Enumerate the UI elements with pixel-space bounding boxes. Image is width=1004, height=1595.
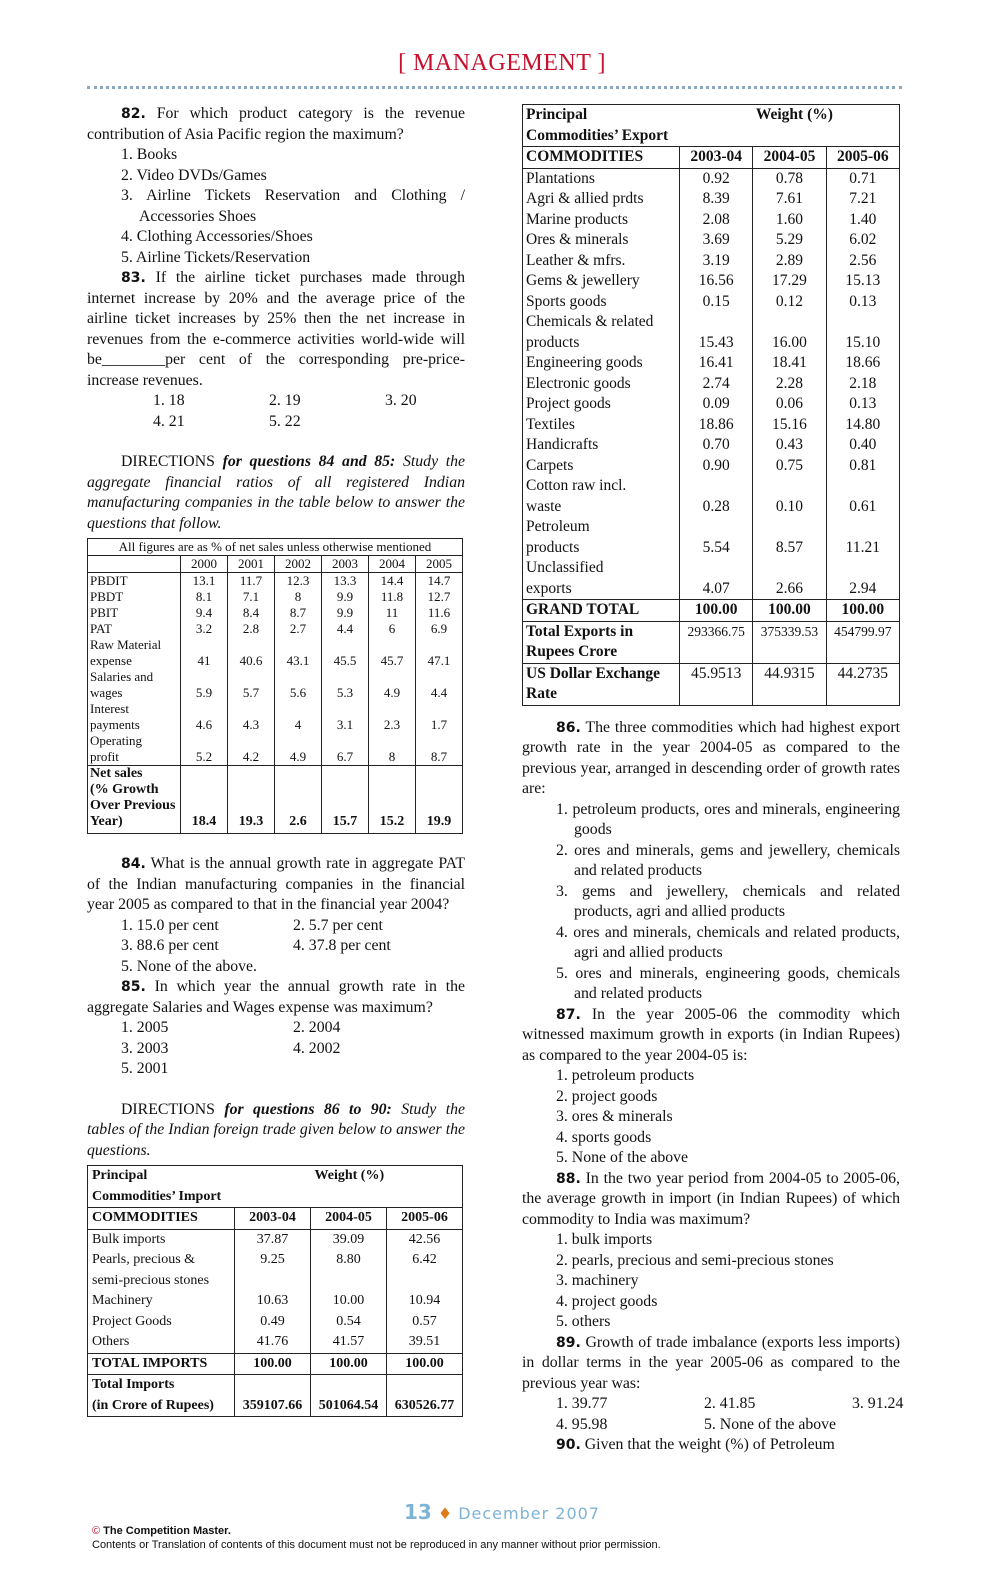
- table-caption: All figures are as % of net sales unless otherwise mentioned: [88, 539, 463, 556]
- table-row: Total Imports: [88, 1375, 463, 1396]
- column-header: 2005-06: [387, 1208, 463, 1230]
- question-number: 88.: [556, 1170, 581, 1187]
- options-grid: [87, 1018, 465, 1080]
- question-86: [522, 718, 900, 800]
- table-caption: Weight (%): [755, 106, 833, 123]
- directions-86-90: [87, 1100, 465, 1162]
- question-82: [87, 104, 465, 145]
- column-header: 2001: [228, 556, 275, 573]
- table-row: Agri & allied prdts 8.39 7.61 7.21: [523, 189, 900, 210]
- table-row: Bulk imports 37.87 39.09 42.56: [88, 1229, 463, 1250]
- question-text: For which product category is the revenue contribution of Asia Pacific region the maximum?: [87, 105, 465, 143]
- question-87: [522, 1005, 900, 1067]
- option: 2. 41.85: [704, 1395, 756, 1412]
- table-row: Salaries and wages 5.9 5.7 5.6 5.3 4.9 4.4: [88, 669, 463, 701]
- option: 2. 5.7 per cent: [293, 916, 383, 934]
- directions-text: Study the aggregate financial ratios of all registered Indian manufacturing companies in the table below to answer the questions that follow.: [87, 453, 466, 532]
- right-column: [522, 104, 904, 1456]
- directions-label: DIRECTIONS: [121, 1100, 215, 1118]
- table-row: Chemicals & related: [523, 312, 900, 333]
- copyright-notice: [92, 1524, 661, 1552]
- option: 4. 95.98: [556, 1415, 608, 1433]
- publisher-name: The Competition Master.: [103, 1525, 231, 1537]
- table-row: TOTAL IMPORTS 100.00 100.00 100.00: [88, 1353, 463, 1375]
- question-text: If the airline ticket purchases made through internet increase by 20% and the average price of the airline ticket increases by 25% then the net increase in revenues from the e-commerce activities world-wide will be________per cent of the corresponding pre-price-increase revenues.: [87, 269, 465, 389]
- question-84: [87, 854, 465, 916]
- column-header: COMMODITIES: [523, 147, 680, 169]
- header-divider: [87, 86, 902, 89]
- option: 5. None of the above.: [121, 957, 257, 975]
- table-row: Unclassified: [523, 558, 900, 579]
- option: 2. project goods: [556, 1087, 658, 1105]
- question-number: 85.: [121, 979, 146, 995]
- option: 3. gems and jewellery, chemicals and related products, agri and allied products: [556, 882, 900, 920]
- option: 1. 2005: [121, 1019, 169, 1036]
- column-header: 2005: [416, 556, 463, 573]
- table-row: Others 41.76 41.57 39.51: [88, 1332, 463, 1353]
- option: 2. Video DVDs/Games: [121, 166, 267, 184]
- question-number: 82.: [121, 106, 146, 122]
- page-title: [ MANAGEMENT ]: [398, 50, 606, 76]
- table-row: Gems & jewellery 16.56 17.29 15.13: [523, 271, 900, 292]
- question-83: [87, 268, 465, 391]
- column-header: 2003-04: [680, 147, 753, 169]
- column-header: 2005-06: [826, 147, 899, 169]
- table-row: Net sales (% Growth Over Previous Year) 18.4 19.3 2.6 15.7 15.2 19.9: [88, 766, 463, 834]
- option: 3. 88.6 per cent: [121, 937, 219, 954]
- directions-label: DIRECTIONS: [121, 453, 215, 470]
- question-text: In the year 2005-06 the commodity which witnessed maximum growth in exports (in Indian Rupees) as compared to the year 2004-05 is:: [522, 1005, 900, 1064]
- issue-date: December 2007: [458, 1504, 600, 1523]
- question-text: Given that the weight (%) of Petroleum: [584, 1436, 835, 1453]
- column-header: 2000: [181, 556, 228, 573]
- column-header: 2003-04: [235, 1208, 311, 1230]
- question-number: 83.: [121, 270, 146, 286]
- table-row: PBIT 9.4 8.4 8.7 9.9 11 11.6: [88, 605, 463, 621]
- option: 1. Books: [121, 146, 178, 163]
- table-row: PBDT 8.1 7.1 8 9.9 11.8 12.7: [88, 589, 463, 605]
- question-text: In which year the annual growth rate in the aggregate Salaries and Wages expense was maximum?: [87, 978, 465, 1016]
- table-row: Interest payments 4.6 4.3 4 3.1 2.3 1.7: [88, 701, 463, 733]
- option: 1. 18: [153, 392, 185, 409]
- table-row: Ores & minerals 3.69 5.29 6.02: [523, 230, 900, 251]
- option: 3. machinery: [556, 1272, 639, 1289]
- option: 4. 37.8 per cent: [293, 937, 391, 954]
- options-grid: [87, 391, 465, 432]
- table-row: Carpets 0.90 0.75 0.81: [523, 456, 900, 477]
- option: 5. None of the above: [704, 1415, 837, 1433]
- question-text: What is the annual growth rate in aggregate PAT of the Indian manufacturing companies in the financial year 2005 as compared to that in the financial year 2004?: [87, 855, 465, 913]
- option: 2. 2004: [293, 1019, 341, 1036]
- table-row: Operating profit 5.2 4.2 4.9 6.7 8 8.7: [88, 733, 463, 766]
- question-88: [522, 1169, 900, 1231]
- table-row: Project Goods 0.49 0.54 0.57: [88, 1312, 463, 1333]
- reproduction-notice: Contents or Translation of contents of this document must not be reproduced in any manner without prior permission.: [92, 1539, 661, 1551]
- table-caption: Principal: [526, 106, 588, 123]
- option: 2. 19: [269, 392, 301, 409]
- table-row: Sports goods 0.15 0.12 0.13: [523, 292, 900, 313]
- table-caption: Commodities’ Export: [526, 126, 669, 144]
- table-row: Pearls, precious & 9.25 8.80 6.42: [88, 1250, 463, 1271]
- question-text: In the two year period from 2004-05 to 2005-06, the average growth in import (in Indian Rupees) of which commodity to India was maximum?: [522, 1169, 901, 1228]
- option: 1. petroleum products: [556, 1067, 695, 1084]
- table-caption: Weight (%): [314, 1168, 385, 1183]
- option: 4. project goods: [556, 1292, 658, 1310]
- table-row: Engineering goods 16.41 18.41 18.66: [523, 353, 900, 374]
- options-grid: [87, 916, 465, 978]
- financial-ratios-table: [87, 538, 463, 834]
- question-number: 87.: [556, 1006, 581, 1023]
- option: 3. 2003: [121, 1039, 169, 1057]
- option: 2. pearls, precious and semi-precious stones: [556, 1251, 834, 1269]
- table-row: Machinery 10.63 10.00 10.94: [88, 1291, 463, 1312]
- option: 5. 2001: [121, 1060, 169, 1077]
- question-text: The three commodities which had highest export growth rate in the year 2004-05 as compared to the previous year, arranged in descending order of growth rates are:: [522, 718, 900, 797]
- option: 3. Airline Tickets Reservation and Clothing / Accessories Shoes: [121, 187, 465, 225]
- table-row: PBDIT 13.1 11.7 12.3 13.3 14.4 14.7: [88, 573, 463, 590]
- page-footer: [0, 1500, 1004, 1524]
- question-number: 89.: [556, 1334, 581, 1351]
- directions-text: Study the tables of the Indian foreign trade given below to answer the questions.: [87, 1100, 466, 1159]
- option: 4. sports goods: [556, 1128, 652, 1146]
- table-row: US Dollar Exchange Rate 45.9513 44.9315 44.2735: [523, 663, 900, 705]
- table-row: exports 4.07 2.66 2.94: [523, 579, 900, 600]
- option: 3. ores & minerals: [556, 1108, 673, 1125]
- option: 3. 20: [385, 392, 417, 409]
- question-85: [87, 977, 465, 1018]
- copyright-icon: ©: [92, 1525, 101, 1537]
- column-header: 2002: [275, 556, 322, 573]
- table-caption: Principal: [92, 1168, 148, 1183]
- table-row: (in Crore of Rupees) 359107.66 501064.54 630526.77: [88, 1396, 463, 1417]
- table-caption: Commodities’ Import: [92, 1188, 222, 1204]
- table-row: Cotton raw incl.: [523, 476, 900, 497]
- exports-table: [522, 104, 900, 706]
- option: 1. bulk imports: [556, 1231, 653, 1248]
- option: 1. 15.0 per cent: [121, 916, 219, 934]
- table-row: products 5.54 8.57 11.21: [523, 538, 900, 559]
- diamond-icon: ♦: [437, 1504, 453, 1523]
- column-header: COMMODITIES: [88, 1208, 235, 1230]
- directions-range: for questions 84 and 85:: [222, 453, 396, 470]
- option: 5. 22: [269, 412, 301, 430]
- option: 4. ores and minerals, chemicals and related products, agri and allied products: [556, 923, 900, 961]
- table-row: Plantations 0.92 0.78 0.71: [523, 168, 900, 189]
- page-number: 13: [404, 1500, 432, 1524]
- option: 4. 2002: [293, 1039, 341, 1057]
- question-90: [522, 1435, 900, 1456]
- table-row: GRAND TOTAL 100.00 100.00 100.00: [523, 600, 900, 622]
- option: 5. others: [556, 1313, 611, 1330]
- table-row: Marine products 2.08 1.60 1.40: [523, 210, 900, 231]
- option: 1. 39.77: [556, 1395, 608, 1412]
- table-row: Handicrafts 0.70 0.43 0.40: [523, 435, 900, 456]
- directions-range: for questions 86 to 90:: [224, 1100, 392, 1118]
- column-header: 2004-05: [311, 1208, 387, 1230]
- option: 4. Clothing Accessories/Shoes: [121, 228, 313, 245]
- option: 5. ores and minerals, engineering goods, chemicals and related products: [556, 964, 900, 1002]
- table-row: Total Exports in Rupees Crore 293366.75 375339.53 454799.97: [523, 621, 900, 663]
- option: 2. ores and minerals, gems and jewellery, chemicals and related products: [556, 841, 900, 879]
- question-89: [522, 1333, 900, 1395]
- question-text: Growth of trade imbalance (exports less imports) in dollar terms in the year 2005-06 as compared to the previous year was:: [522, 1333, 900, 1392]
- table-row: products 15.43 16.00 15.10: [523, 333, 900, 354]
- option: 5. Airline Tickets/Reservation: [121, 248, 311, 266]
- option: 3. 91.24: [852, 1395, 904, 1412]
- table-row: Leather & mfrs. 3.19 2.89 2.56: [523, 251, 900, 272]
- table-row: waste 0.28 0.10 0.61: [523, 497, 900, 518]
- table-row: Project goods 0.09 0.06 0.13: [523, 394, 900, 415]
- imports-table: [87, 1165, 463, 1417]
- table-row: Raw Material expense 41 40.6 43.1 45.5 45.7 47.1: [88, 637, 463, 669]
- option: 1. petroleum products, ores and minerals, engineering goods: [556, 800, 900, 838]
- column-header: 2004-05: [753, 147, 826, 169]
- table-row: Petroleum: [523, 517, 900, 538]
- column-header: 2003: [322, 556, 369, 573]
- option: 4. 21: [153, 412, 185, 430]
- table-row: Electronic goods 2.74 2.28 2.18: [523, 374, 900, 395]
- column-header: 2004: [369, 556, 416, 573]
- question-number: 86.: [556, 719, 581, 736]
- question-number: 84.: [121, 856, 146, 872]
- table-row: PAT 3.2 2.8 2.7 4.4 6 6.9: [88, 621, 463, 637]
- option: 5. None of the above: [556, 1149, 689, 1166]
- left-column: [87, 104, 465, 1417]
- options-grid: [522, 1394, 904, 1435]
- directions-84-85: [87, 452, 465, 534]
- question-number: 90.: [556, 1437, 581, 1453]
- table-row: Textiles 18.86 15.16 14.80: [523, 415, 900, 436]
- table-row: semi-precious stones: [88, 1271, 463, 1292]
